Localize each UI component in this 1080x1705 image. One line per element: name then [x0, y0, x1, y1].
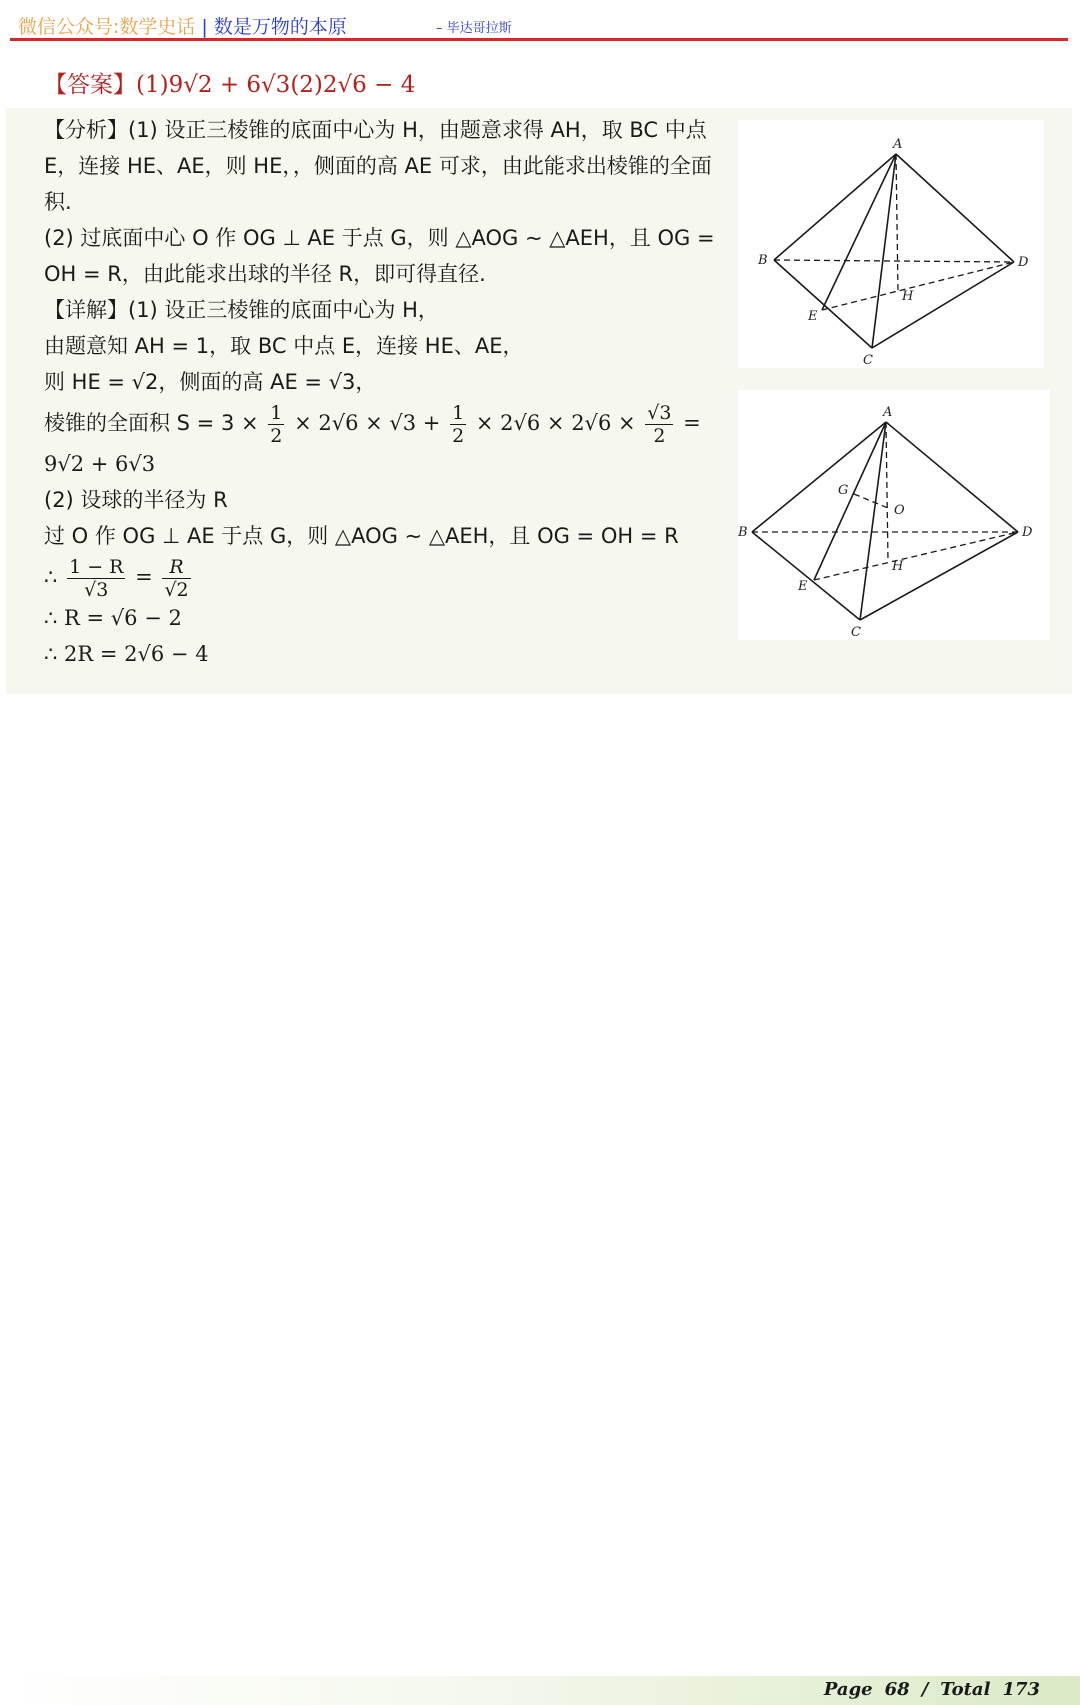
edge-BC	[774, 260, 872, 348]
fraction-half-numerator: 1	[270, 401, 283, 424]
edge-AB	[774, 154, 896, 260]
answer-content: (1)9√2 + 6√3(2)2√6 − 4	[136, 72, 416, 98]
height-AH	[886, 422, 888, 562]
edge-AD	[896, 154, 1014, 262]
answer-line	[44, 66, 415, 99]
analysis-line-3: 积.	[44, 190, 72, 214]
label-A: A	[883, 405, 893, 420]
label-B: B	[758, 253, 768, 268]
label-A: A	[893, 137, 903, 152]
header-title	[18, 12, 347, 39]
answer-label: 【答案】	[44, 72, 136, 98]
header-rule	[10, 38, 1068, 41]
fraction-right-denominator: √2	[164, 578, 189, 601]
pyramid-figure-1-svg	[738, 120, 1044, 368]
analysis-line-4: (2) 过底面中心 O 作 OG ⊥ AE 于点 G，则 △AOG ∼ △AEH，且 OG =	[44, 226, 715, 250]
label-D: D	[1022, 525, 1033, 540]
edge-BC	[752, 532, 860, 620]
page-label: Page	[823, 1679, 873, 1700]
fraction-half-2-numerator: 1	[452, 401, 465, 424]
detail-label: 【详解】	[44, 298, 128, 322]
detail-text-1: (1) 设正三棱锥的底面中心为 H，	[128, 298, 439, 322]
header-slogan: 数是万物的本原	[213, 16, 347, 38]
fraction-left	[67, 556, 125, 601]
total-label: Total	[940, 1679, 991, 1700]
fraction-left-numerator: 1 − R	[69, 555, 124, 578]
total-pages: 173	[1002, 1679, 1040, 1700]
detail-line-9: ∴ R = √6 − 2	[44, 606, 182, 630]
label-D: D	[1018, 255, 1029, 270]
detail-line-7: 过 O 作 OG ⊥ AE 于点 G，则 △AOG ∼ △AEH，且 OG = OH = R	[44, 524, 679, 548]
analysis-line-2: E，连接 HE、AE，则 HE，，侧面的高 AE 可求，由此能求出棱锥的全面	[44, 154, 712, 178]
fraction-sqrt3-numerator: √3	[647, 401, 672, 424]
detail-line-2: 由题意知 AH = 1，取 BC 中点 E，连接 HE、AE，	[44, 334, 524, 358]
fraction-half-denominator: 2	[270, 424, 283, 447]
fraction-left-denominator: √3	[84, 578, 109, 601]
detail-line-4	[44, 400, 734, 446]
pyramid-figure-2-svg	[738, 390, 1050, 640]
label-E: E	[798, 579, 808, 594]
detail-line-3: 则 HE = √2，侧面的高 AE = √3，	[44, 370, 377, 394]
detail-line-5: 9√2 + 6√3	[44, 452, 156, 476]
fraction-half-2	[450, 402, 466, 447]
page-number: 68	[884, 1679, 910, 1700]
detail-line-8	[44, 554, 734, 600]
detail-line-10: ∴ 2R = 2√6 − 4	[44, 642, 209, 666]
label-C: C	[863, 353, 873, 368]
surface-area-text-d: =	[683, 411, 701, 435]
analysis-line-5: OH = R，由此能求出球的半径 R，即可得直径.	[44, 262, 486, 286]
label-G: G	[838, 483, 849, 498]
page-counter	[812, 1679, 1040, 1700]
fraction-right	[162, 556, 190, 601]
analysis-line-1	[44, 112, 734, 148]
edge-AB	[752, 422, 886, 532]
fraction-sqrt3-half	[645, 402, 673, 447]
surface-area-text-b: × 2√6 × √3 +	[294, 411, 441, 435]
segment-GO	[854, 494, 888, 508]
pyramid-figure-1	[738, 120, 1044, 368]
label-O: O	[894, 503, 905, 518]
surface-area-text-a: 棱锥的全面积 S = 3 ×	[44, 411, 259, 435]
label-B: B	[738, 525, 748, 540]
page-footer	[0, 1676, 1080, 1705]
segment-ED-hidden	[822, 262, 1014, 310]
label-E: E	[808, 309, 818, 324]
detail-line-1	[44, 292, 734, 328]
surface-area-text-c: × 2√6 × 2√6 ×	[475, 411, 636, 435]
label-C: C	[851, 625, 861, 640]
edge-AD	[886, 422, 1018, 532]
therefore-symbol: ∴	[44, 565, 58, 589]
segment-ED-hidden	[814, 532, 1018, 580]
height-AH	[896, 154, 898, 292]
page-separator: /	[921, 1679, 929, 1700]
fraction-sqrt3-denominator: 2	[653, 424, 666, 447]
header-account: 微信公众号:数学史话	[18, 16, 196, 38]
edge-AE	[822, 154, 896, 310]
analysis-text-1: (1) 设正三棱锥的底面中心为 H，由题意求得 AH，取 BC 中点	[128, 118, 707, 142]
edge-CD	[860, 532, 1018, 620]
fraction-right-numerator: R	[162, 556, 190, 579]
pyramid-figure-2	[738, 390, 1050, 640]
label-H: H	[902, 289, 914, 304]
header-author: – 毕达哥拉斯	[436, 21, 512, 36]
label-H: H	[892, 559, 904, 574]
analysis-label: 【分析】	[44, 118, 128, 142]
fraction-half	[268, 402, 284, 447]
fraction-half-2-denominator: 2	[452, 424, 465, 447]
edge-CD	[872, 262, 1014, 348]
edge-AC	[872, 154, 896, 348]
detail-line-6: (2) 设球的半径为 R	[44, 488, 228, 512]
edge-BD-hidden	[774, 260, 1014, 262]
page-header	[0, 0, 1080, 42]
equals-sign: =	[135, 565, 153, 589]
header-separator: |	[201, 16, 208, 38]
solution-text	[44, 112, 734, 672]
